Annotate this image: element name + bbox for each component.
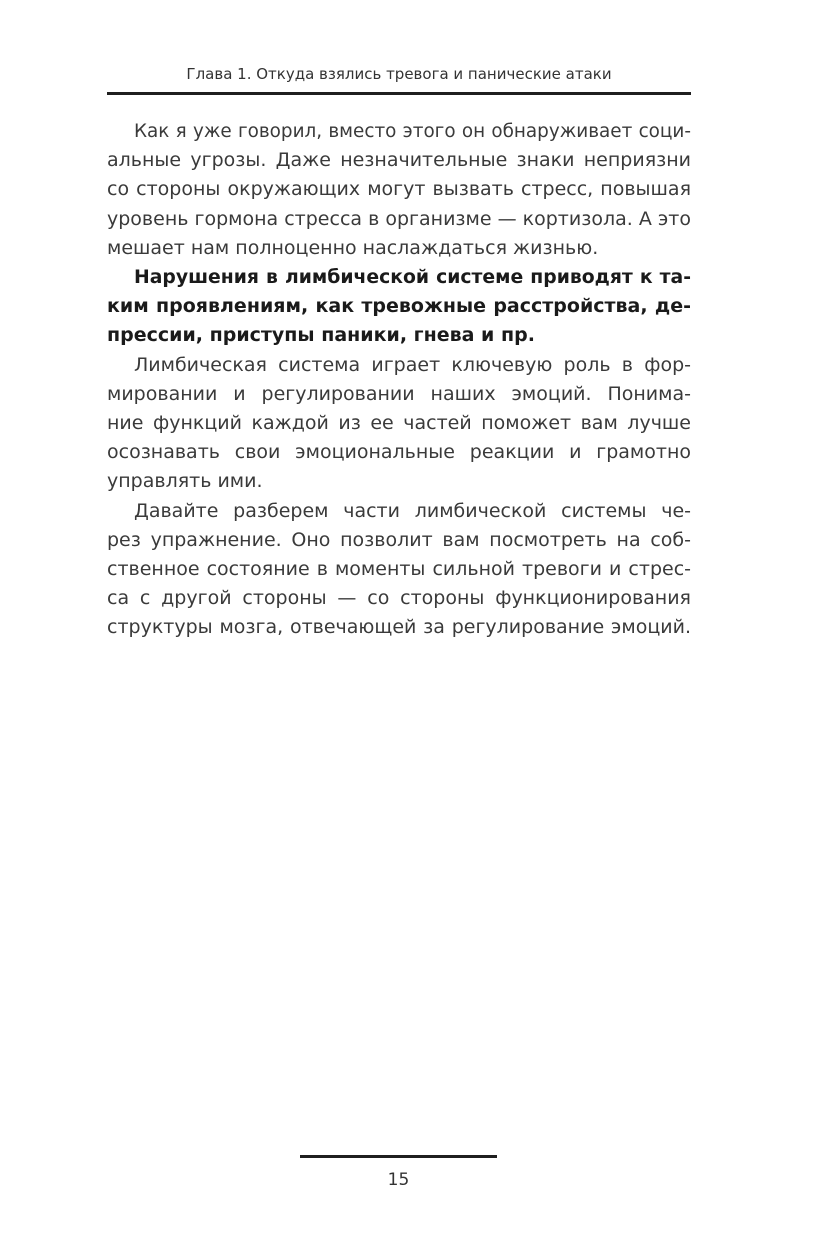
paragraph-2-line-3: прессии, приступы паники, гнева и пр. (107, 324, 535, 347)
paragraph-3-line-2: мировании и регулировании наших эмоций. Понима- (107, 382, 691, 405)
footer-rule (300, 1155, 497, 1158)
page-body (107, 117, 691, 643)
paragraph-4 (107, 497, 691, 643)
paragraph-1-line-4: уровень гормона стресса в организме — кортизола. А это (107, 207, 691, 230)
paragraph-1-line-3: со стороны окружающих могут вызвать стресс, повышая (107, 178, 691, 201)
paragraph-1-line-1: Как я уже говорил, вместо этого он обнаруживает соци- (134, 121, 691, 142)
paragraph-2-line-2: ким проявлениям, как тревожные расстройства, де- (107, 295, 691, 318)
paragraph-1-line-5: мешает нам полноценно наслаждаться жизнью. (107, 236, 599, 259)
paragraph-3-line-3: ние функций каждой из ее частей поможет вам лучше (107, 412, 691, 435)
header-rule (107, 92, 691, 95)
paragraph-4-line-1: Давайте разберем части лимбической системы че- (134, 499, 691, 522)
running-head: Глава 1. Откуда взялись тревога и панические атаки (186, 65, 612, 83)
paragraph-1-line-2: альные угрозы. Даже незначительные знаки неприязни (107, 149, 691, 172)
paragraph-1 (107, 117, 691, 263)
paragraph-2-line-1: Нарушения в лимбической системе приводят к та- (134, 267, 691, 289)
paragraph-3 (107, 351, 691, 497)
page-number: 15 (387, 1170, 410, 1190)
paragraph-3-line-5: управлять ими. (107, 470, 263, 493)
paragraph-4-line-5: структуры мозга, отвечающей за регулирование эмоций. (107, 616, 691, 639)
paragraph-4-line-3: ственное состояние в моменты сильной тревоги и стрес- (107, 558, 691, 581)
paragraph-2-emphasis (107, 263, 691, 351)
paragraph-3-line-4: осознавать свои эмоциональные реакции и грамотно (107, 441, 691, 464)
paragraph-4-line-4: са с другой стороны — со стороны функционирования (107, 587, 691, 610)
paragraph-3-line-1: Лимбическая система играет ключевую роль в фор- (134, 353, 691, 376)
paragraph-4-line-2: рез упражнение. Оно позволит вам посмотреть на соб- (107, 528, 691, 551)
